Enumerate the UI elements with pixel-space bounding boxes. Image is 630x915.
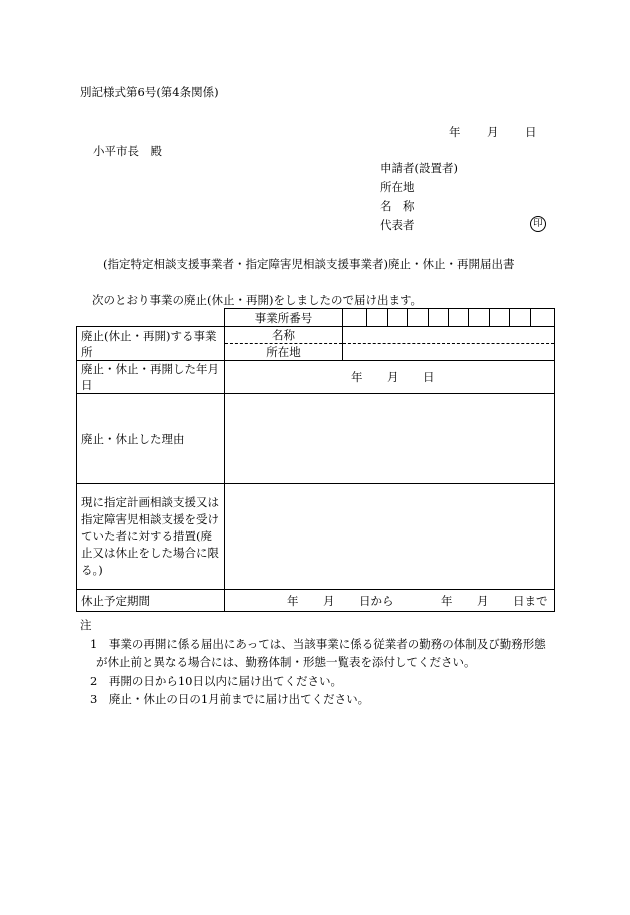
intro-text: 次のとおり事業の廃止(休止・再開)をしましたので届け出ます。 bbox=[92, 293, 423, 307]
office-name-field[interactable] bbox=[343, 327, 555, 344]
date-field[interactable] bbox=[225, 361, 555, 394]
notification-table bbox=[76, 308, 555, 612]
office-name-label: 名称 bbox=[225, 327, 343, 344]
blank-corner bbox=[77, 309, 225, 327]
suspension-from-month: 月 bbox=[323, 593, 335, 608]
reason-field[interactable] bbox=[225, 394, 555, 484]
measures-label: 現に指定計画相談支援又は指定障害児相談支援を受けていた者に対する措置(廃止又は休止をした場合に限る。) bbox=[77, 484, 225, 590]
applicant-block bbox=[380, 159, 458, 235]
note-2: 2 再開の日から10日以内に届け出てください。 bbox=[90, 673, 342, 688]
addressee: 小平市長 殿 bbox=[93, 144, 162, 158]
suspension-to-day: 日まで bbox=[513, 593, 548, 608]
reason-label: 廃止・休止した理由 bbox=[77, 394, 225, 484]
applicant-label: 申請者(設置者) bbox=[380, 161, 458, 175]
table-date-day: 日 bbox=[423, 370, 435, 384]
suspension-label: 休止予定期間 bbox=[77, 590, 225, 612]
office-location-label: 所在地 bbox=[225, 344, 343, 361]
document-title: (指定特定相談支援事業者・指定障害児相談支援事業者)廃止・休止・再開届出書 bbox=[103, 257, 515, 271]
notes-heading: 注 bbox=[80, 618, 92, 632]
office-number-boxes[interactable] bbox=[343, 309, 555, 327]
note-3: 3 廃止・休止の日の1月前までに届け出てください。 bbox=[90, 692, 370, 706]
suspension-from-day: 日から bbox=[359, 593, 394, 608]
notes-block bbox=[80, 616, 546, 709]
suspension-from-year: 年 bbox=[287, 593, 299, 608]
applicant-address-label: 所在地 bbox=[380, 180, 415, 194]
date-month-label: 月 bbox=[487, 125, 499, 139]
office-number-label: 事業所番号 bbox=[225, 309, 343, 327]
applicant-name-label: 名 称 bbox=[380, 199, 415, 213]
seal-mark: 印 bbox=[530, 216, 546, 232]
note-1-line-2: が休止前と異なる場合には、勤務体制・形態一覧表を添付してください。 bbox=[96, 655, 476, 669]
date-day-label: 日 bbox=[525, 125, 537, 139]
date-label: 廃止・休止・再開した年月日 bbox=[77, 361, 225, 394]
table-date-year: 年 bbox=[351, 370, 363, 384]
office-label: 廃止(休止・再開)する事業所 bbox=[77, 327, 225, 361]
applicant-representative-label: 代表者 bbox=[380, 218, 415, 232]
suspension-to-year: 年 bbox=[441, 593, 453, 608]
submission-date bbox=[449, 124, 537, 140]
measures-field[interactable] bbox=[225, 484, 555, 590]
suspension-period-field[interactable] bbox=[225, 590, 555, 612]
office-location-field[interactable] bbox=[343, 344, 555, 361]
suspension-to-month: 月 bbox=[477, 593, 489, 608]
table-date-month: 月 bbox=[387, 370, 399, 384]
form-number-label: 別記様式第6号(第4条関係) bbox=[80, 85, 219, 99]
note-1-line-1: 1 事業の再開に係る届出にあっては、当該事業に係る従業者の勤務の体制及び勤務形態 bbox=[90, 636, 546, 651]
date-year-label: 年 bbox=[449, 125, 461, 139]
